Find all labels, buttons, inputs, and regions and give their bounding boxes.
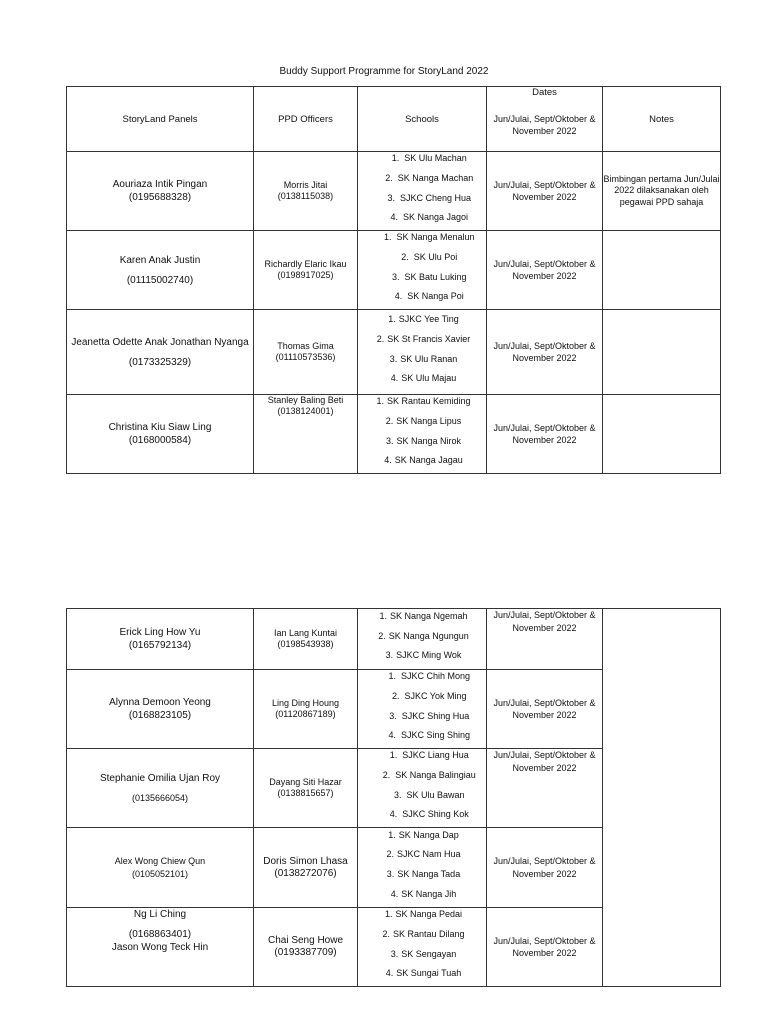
list-item bbox=[358, 749, 486, 766]
table-row bbox=[67, 152, 721, 231]
school-name: SK St Francis Xavier bbox=[387, 333, 471, 344]
school-name: SJKC Shing Hua bbox=[401, 710, 470, 721]
officer-phone: (01110573536) bbox=[275, 352, 336, 362]
school-name: SK Nanga Menalun bbox=[396, 232, 475, 243]
list-number: 3. bbox=[385, 650, 394, 661]
list-item bbox=[358, 865, 486, 885]
list-number: 2. bbox=[382, 769, 391, 780]
list-item bbox=[358, 350, 486, 370]
list-number: 2. bbox=[376, 333, 385, 344]
school-name: SK Ulu Bawan bbox=[406, 789, 465, 800]
officer-phone: (0198917025) bbox=[277, 270, 334, 280]
list-item bbox=[358, 330, 486, 350]
school-name: SK Nanga Poi bbox=[407, 291, 464, 302]
header-row bbox=[67, 87, 721, 152]
schools-cell bbox=[358, 749, 487, 828]
officer-cell bbox=[254, 670, 358, 749]
officer-name: Ian Lang Kuntai bbox=[273, 628, 338, 638]
list-number: 4. bbox=[390, 888, 399, 899]
list-item bbox=[358, 786, 486, 806]
officer-name: Stanley Baling Beti bbox=[267, 395, 344, 405]
panel-phone: (0195688328) bbox=[128, 192, 192, 203]
header-storyland-panels: StoryLand Panels bbox=[67, 87, 254, 152]
school-name: SJKC Chih Mong bbox=[400, 671, 471, 682]
notes-cell-empty bbox=[603, 310, 721, 395]
panel-phone: (0168000584) bbox=[128, 435, 192, 446]
list-number: 4. bbox=[385, 968, 394, 979]
panel-phone: (0135666054) bbox=[131, 792, 189, 803]
list-item bbox=[358, 268, 486, 288]
officer-phone: (0138272076) bbox=[274, 867, 337, 879]
list-item bbox=[358, 707, 486, 727]
officer-cell bbox=[254, 310, 358, 395]
schools-list bbox=[358, 670, 486, 746]
list-number: 3. bbox=[389, 353, 398, 364]
officer-cell bbox=[254, 908, 358, 987]
list-item bbox=[358, 152, 486, 169]
panel-cell bbox=[67, 828, 254, 908]
list-number: 2. bbox=[391, 690, 400, 701]
school-name: SK Nanga Jih bbox=[401, 888, 457, 899]
table-row bbox=[67, 231, 721, 310]
school-name: SJKC Yee Ting bbox=[398, 314, 459, 325]
list-number: 2. bbox=[385, 415, 394, 426]
school-name: SJKC Cheng Hua bbox=[399, 192, 472, 203]
panel-name-secondary: Jason Wong Teck Hin bbox=[111, 942, 209, 953]
list-number: 4. bbox=[388, 730, 396, 741]
list-number: 1. bbox=[391, 153, 400, 164]
list-item bbox=[358, 169, 486, 189]
officer-phone: (0138124001) bbox=[277, 406, 334, 416]
schools-cell bbox=[358, 670, 487, 749]
list-item bbox=[358, 208, 486, 228]
schools-cell bbox=[358, 828, 487, 908]
list-number: 1. bbox=[384, 909, 393, 920]
notes-cell: Bimbingan pertama Jun/Julai 2022 dilaksanakan oleh pegawai PPD sahaja bbox=[603, 152, 721, 231]
officer-name: Richardly Elaric Ikau bbox=[264, 259, 347, 269]
buddy-support-table-part-2 bbox=[66, 608, 721, 987]
list-item bbox=[358, 646, 486, 666]
dates-cell: Jun/Julai, Sept/Oktober & November 2022 bbox=[487, 908, 603, 987]
dates-cell: Jun/Julai, Sept/Oktober & November 2022 bbox=[487, 749, 603, 828]
school-name: SK Ulu Poi bbox=[413, 251, 458, 262]
school-name: SJKC Ming Wok bbox=[396, 650, 462, 661]
officer-name: Doris Simon Lhasa bbox=[263, 855, 348, 867]
panel-cell bbox=[67, 609, 254, 670]
schools-cell bbox=[358, 395, 487, 474]
panel-cell bbox=[67, 310, 254, 395]
officer-cell bbox=[254, 609, 358, 670]
school-name: SK Nanga Ngemah bbox=[389, 611, 468, 622]
table-row bbox=[67, 310, 721, 395]
list-number: 3. bbox=[390, 948, 399, 959]
list-item bbox=[358, 412, 486, 432]
officer-cell bbox=[254, 828, 358, 908]
list-item bbox=[358, 310, 486, 330]
panel-name: Aouriaza Intik Pingan bbox=[112, 179, 208, 190]
list-number: 1. bbox=[388, 671, 396, 682]
school-name: SK Batu Luking bbox=[404, 271, 467, 282]
list-number: 3. bbox=[386, 869, 395, 879]
list-item bbox=[358, 945, 486, 965]
list-item bbox=[358, 627, 486, 647]
panel-cell bbox=[67, 152, 254, 231]
list-item bbox=[358, 451, 486, 471]
dates-cell: Jun/Julai, Sept/Oktober & November 2022 bbox=[487, 609, 603, 670]
notes-cell-empty bbox=[603, 395, 721, 474]
schools-cell bbox=[358, 152, 487, 231]
officer-name: Morris Jitai bbox=[283, 180, 328, 190]
list-number: 1. bbox=[389, 750, 398, 761]
school-name: SK Ulu Ranan bbox=[400, 353, 458, 364]
list-number: 4. bbox=[390, 373, 399, 384]
schools-list bbox=[358, 908, 486, 984]
officer-cell bbox=[254, 749, 358, 828]
list-number: 4. bbox=[394, 291, 403, 302]
panel-name: Christina Kiu Siaw Ling bbox=[108, 422, 212, 433]
schools-list bbox=[358, 152, 486, 228]
officer-name: Thomas Gima bbox=[277, 341, 334, 351]
list-item bbox=[358, 726, 486, 746]
school-name: SK Nanga Jagoi bbox=[402, 212, 469, 223]
header-notes: Notes bbox=[603, 87, 721, 152]
panel-cell bbox=[67, 395, 254, 474]
panel-cell bbox=[67, 749, 254, 828]
school-name: SK Nanga Jagau bbox=[394, 455, 463, 466]
list-item bbox=[358, 845, 486, 865]
document-title: Buddy Support Programme for StoryLand 2022 bbox=[279, 66, 489, 77]
panel-name: Stephanie Omilia Ujan Roy bbox=[99, 772, 221, 784]
list-number: 1. bbox=[383, 232, 392, 243]
panel-name: Alynna Demoon Yeong bbox=[109, 697, 211, 708]
school-name: SJKC Sing Shing bbox=[400, 730, 471, 741]
list-number: 3. bbox=[393, 789, 402, 800]
schools-list bbox=[358, 828, 486, 905]
dates-cell: Jun/Julai, Sept/Oktober & November 2022 bbox=[487, 395, 603, 474]
list-item bbox=[358, 609, 486, 627]
officer-cell bbox=[254, 395, 358, 474]
list-number: 1. bbox=[379, 611, 387, 622]
list-item bbox=[358, 828, 486, 846]
list-number: 3. bbox=[387, 192, 395, 203]
officer-name: Dayang Siti Hazar bbox=[269, 777, 342, 787]
list-number: 1. bbox=[376, 396, 384, 407]
panel-phone: (0168863401) bbox=[128, 929, 192, 940]
header-dates bbox=[487, 87, 603, 152]
buddy-support-table-part-1 bbox=[66, 86, 721, 474]
officer-cell bbox=[254, 231, 358, 310]
school-name: SK Nanga Machan bbox=[397, 172, 474, 183]
list-number: 4. bbox=[390, 212, 398, 223]
dates-cell: Jun/Julai, Sept/Oktober & November 2022 bbox=[487, 670, 603, 749]
list-item bbox=[358, 885, 486, 905]
panel-phone: (0165792134) bbox=[128, 640, 192, 651]
officer-phone: (0193387709) bbox=[274, 947, 337, 958]
panel-phone: (0168823105) bbox=[128, 710, 192, 721]
notes-cell-empty bbox=[603, 609, 721, 987]
school-name: SK Ulu Machan bbox=[404, 153, 467, 164]
schools-list bbox=[358, 609, 486, 666]
dates-cell: Jun/Julai, Sept/Oktober & November 2022 bbox=[487, 152, 603, 231]
officer-cell bbox=[254, 152, 358, 231]
school-name: SK Nanga Dap bbox=[398, 829, 459, 840]
officer-phone: (01120867189) bbox=[275, 709, 336, 719]
list-number: 2. bbox=[386, 849, 394, 860]
header-schools: Schools bbox=[358, 87, 487, 152]
list-item bbox=[358, 395, 486, 412]
panel-phone: (0105052101) bbox=[131, 868, 189, 879]
panel-cell bbox=[67, 670, 254, 749]
list-number: 1. bbox=[388, 829, 396, 840]
officer-phone: (0198543938) bbox=[277, 639, 334, 649]
panel-name: Ng Li Ching bbox=[133, 909, 187, 920]
school-name: SJKC Liang Hua bbox=[402, 750, 469, 761]
school-name: SK Nanga Tada bbox=[397, 869, 461, 879]
dates-cell: Jun/Julai, Sept/Oktober & November 2022 bbox=[487, 828, 603, 908]
notes-cell-empty bbox=[603, 231, 721, 310]
table-row bbox=[67, 609, 721, 670]
panel-name: Erick Ling How Yu bbox=[119, 627, 201, 638]
list-number: 2. bbox=[385, 172, 393, 183]
school-name: SK Rantau Kemiding bbox=[386, 396, 471, 407]
officer-name: Ling Ding Houng bbox=[271, 698, 340, 708]
list-number: 2. bbox=[378, 630, 386, 641]
list-item bbox=[358, 231, 486, 248]
list-item bbox=[358, 369, 486, 389]
list-item bbox=[358, 964, 486, 984]
schools-cell bbox=[358, 310, 487, 395]
officer-phone: (0138115038) bbox=[277, 191, 334, 201]
list-item bbox=[358, 925, 486, 945]
header-dates-value: Jun/Julai, Sept/Oktober & November 2022 bbox=[493, 113, 596, 136]
school-name: SJKC Shing Kok bbox=[402, 809, 469, 820]
list-item bbox=[358, 189, 486, 209]
schools-cell bbox=[358, 908, 487, 987]
officer-phone: (0138815657) bbox=[277, 788, 334, 798]
panel-phone: (0173325329) bbox=[128, 356, 192, 368]
list-item bbox=[358, 287, 486, 307]
list-item bbox=[358, 687, 486, 707]
schools-list bbox=[358, 749, 486, 825]
list-item bbox=[358, 248, 486, 268]
header-ppd-officers: PPD Officers bbox=[254, 87, 358, 152]
panel-cell bbox=[67, 231, 254, 310]
school-name: SK Sungai Tuah bbox=[396, 968, 462, 979]
list-number: 2. bbox=[382, 928, 390, 939]
list-number: 1. bbox=[388, 314, 396, 325]
list-item bbox=[358, 766, 486, 786]
panel-phone: (01115002740) bbox=[126, 274, 194, 286]
school-name: SK Nanga Pedai bbox=[395, 909, 463, 920]
schools-list bbox=[358, 231, 486, 307]
panel-name: Alex Wong Chiew Qun bbox=[114, 855, 206, 866]
dates-cell: Jun/Julai, Sept/Oktober & November 2022 bbox=[487, 310, 603, 395]
header-dates-label: Dates bbox=[532, 87, 557, 98]
list-item bbox=[358, 908, 486, 925]
list-number: 4. bbox=[389, 809, 398, 820]
list-number: 4. bbox=[384, 455, 392, 466]
school-name: SK Ulu Majau bbox=[401, 373, 457, 384]
school-name: SK Nanga Nirok bbox=[396, 435, 462, 446]
table-row bbox=[67, 395, 721, 474]
dates-cell: Jun/Julai, Sept/Oktober & November 2022 bbox=[487, 231, 603, 310]
officer-name: Chai Seng Howe bbox=[267, 935, 344, 946]
schools-cell bbox=[358, 231, 487, 310]
school-name: SJKC Yok Ming bbox=[404, 690, 467, 701]
schools-list bbox=[358, 310, 486, 388]
list-number: 3. bbox=[389, 710, 397, 721]
schools-cell bbox=[358, 609, 487, 670]
list-item bbox=[358, 670, 486, 687]
school-name: SK Nanga Balingiau bbox=[395, 769, 476, 780]
list-item bbox=[358, 805, 486, 825]
list-number: 3. bbox=[385, 435, 394, 446]
school-name: SK Nanga Ngungun bbox=[388, 630, 469, 641]
school-name: SK Nanga Lipus bbox=[396, 415, 462, 426]
schools-list bbox=[358, 395, 486, 471]
school-name: SK Sengayan bbox=[401, 948, 457, 959]
panel-name: Jeanetta Odette Anak Jonathan Nyanga bbox=[71, 336, 249, 348]
list-number: 2. bbox=[401, 251, 409, 262]
list-number: 3. bbox=[391, 271, 400, 282]
panel-cell bbox=[67, 908, 254, 987]
panel-name: Karen Anak Justin bbox=[119, 254, 201, 266]
school-name: SK Rantau Dilang bbox=[392, 928, 465, 939]
school-name: SJKC Nam Hua bbox=[396, 849, 461, 860]
list-item bbox=[358, 432, 486, 452]
